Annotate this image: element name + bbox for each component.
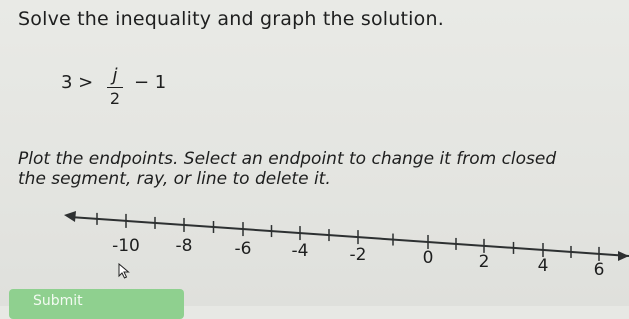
instructions-line-1: Plot the endpoints. Select an endpoint to change it from closed: [18, 149, 557, 169]
fraction-denominator: 2: [109, 89, 121, 108]
number-line-right-arrow: [618, 251, 629, 261]
fraction-bar: [107, 87, 123, 88]
tick-label: -2: [349, 245, 367, 265]
number-line-canvas[interactable]: [0, 200, 629, 290]
instructions: [18, 149, 556, 189]
tick-label: -8: [175, 236, 193, 256]
inequality-lhs: 3 >: [61, 72, 94, 93]
tick-label: 6: [593, 260, 605, 280]
question-prompt: Solve the inequality and graph the solution.: [18, 8, 444, 30]
number-line-graph[interactable]: [0, 200, 629, 290]
inequality-fraction: [107, 66, 123, 109]
tick-label: -4: [291, 241, 309, 261]
tick-label: 4: [537, 256, 549, 276]
mouse-pointer-icon: [118, 263, 130, 279]
tick-label: -10: [112, 236, 140, 256]
fraction-numerator: j: [112, 65, 118, 86]
submit-button[interactable]: [9, 289, 184, 319]
number-line-left-arrow: [64, 211, 76, 222]
tick-label: 0: [422, 248, 434, 268]
inequality-rhs: − 1: [134, 72, 167, 93]
tick-label: 2: [478, 252, 490, 272]
submit-button-label: Submit: [33, 293, 83, 309]
tick-label: -6: [234, 239, 252, 259]
instructions-line-2: the segment, ray, or line to delete it.: [18, 169, 331, 189]
